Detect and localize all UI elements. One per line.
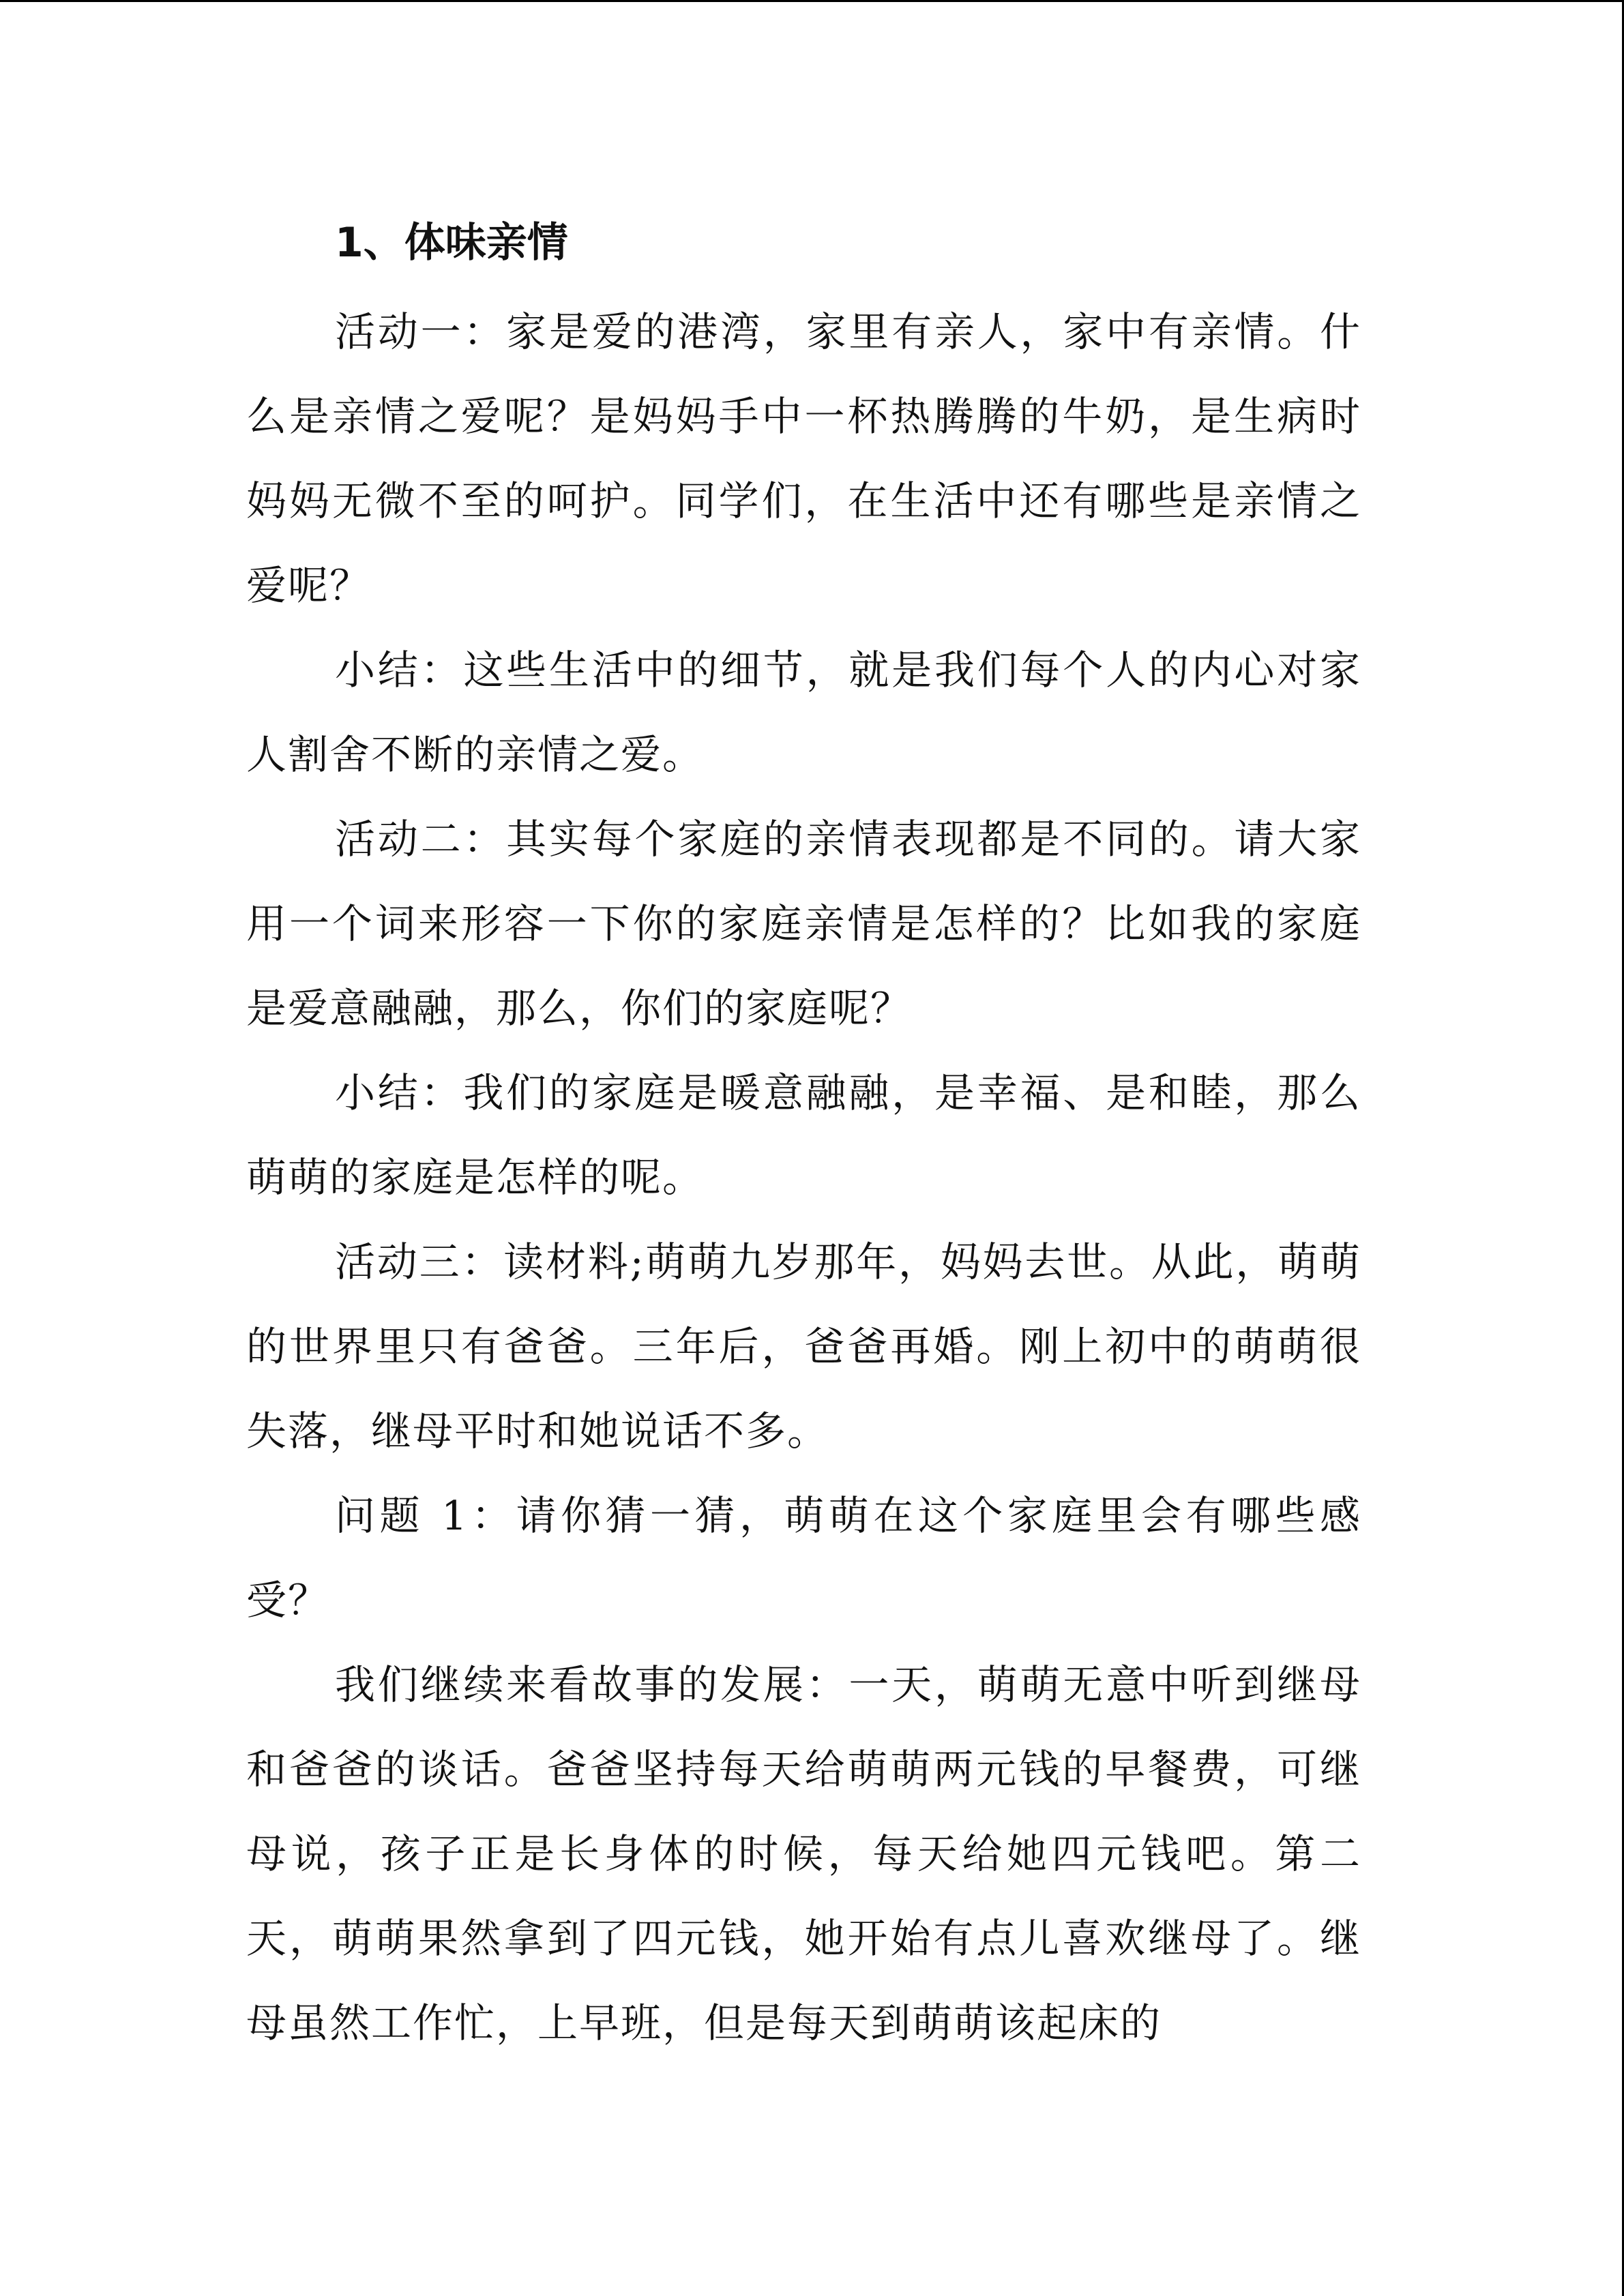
paragraph-summary-two: 小结：我们的家庭是暖意融融，是幸福、是和睦，那么萌萌的家庭是怎样的呢。	[246, 1069, 1361, 1201]
paragraph-question-one: 问题 1：请你猜一猜，萌萌在这个家庭里会有哪些感受？	[246, 1492, 1361, 1624]
paragraph-activity-one: 活动一：家是爱的港湾，家里有亲人，家中有亲情。什么是亲情之爱呢？是妈妈手中一杯热腾腾的牛奶，是生病时妈妈无微不至的呵护。同学们，在生活中还有哪些是亲情之爱呢？	[246, 308, 1361, 609]
paragraph-activity-three: 活动三：读材料;萌萌九岁那年，妈妈去世。从此，萌萌的世界里只有爸爸。三年后，爸爸再婚。刚上初中的萌萌很失落，继母平时和她说话不多。	[246, 1238, 1361, 1455]
paragraph-summary-one: 小结：这些生活中的细节，就是我们每个人的内心对家人割舍不断的亲情之爱。	[246, 646, 1361, 778]
paragraph-story-continued: 我们继续来看故事的发展：一天，萌萌无意中听到继母和爸爸的谈话。爸爸坚持每天给萌萌两元钱的早餐费，可继母说，孩子正是长身体的时候，每天给她四元钱吧。第二天，萌萌果然拿到了四元钱，她开始有点儿喜欢继母了。继母虽然工作忙，上早班，但是每天到萌萌该起床的	[246, 1661, 1361, 2046]
section-heading: 1、体味亲情	[335, 219, 568, 267]
paragraph-activity-two: 活动二：其实每个家庭的亲情表现都是不同的。请大家用一个词来形容一下你的家庭亲情是怎样的？比如我的家庭是爱意融融，那么，你们的家庭呢？	[246, 816, 1361, 1032]
document-body	[246, 205, 1361, 2066]
